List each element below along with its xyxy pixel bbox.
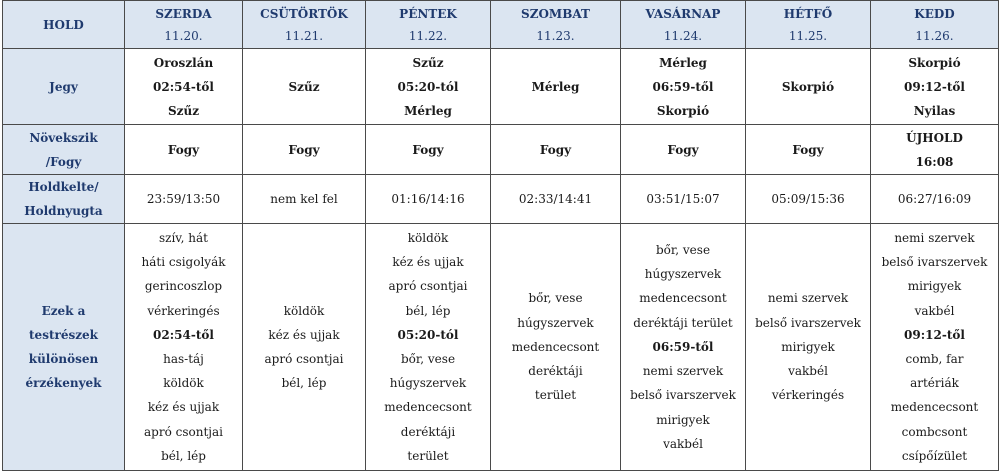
- phase-cell-5: [621, 125, 746, 175]
- zodiac-cell-7: [871, 49, 999, 125]
- header-day-1: [125, 1, 243, 49]
- zodiac-cell-line: 02:54-től: [153, 79, 214, 94]
- moonrise-row: [3, 175, 999, 224]
- row-label-text: testrészek: [29, 328, 98, 342]
- body-parts-cell-line: 02:54-től: [153, 327, 214, 342]
- day-name: PÉNTEK: [399, 6, 457, 21]
- body-parts-cell-line: deréktáji: [400, 424, 456, 439]
- day-name: SZOMBAT: [521, 6, 590, 21]
- body-parts-cell-line: 05:20-tól: [397, 327, 459, 342]
- row-label-text: különösen: [28, 352, 99, 366]
- moonrise-cell-4: 02:33/14:41: [491, 175, 621, 224]
- phase-cell-line: Fogy: [667, 142, 699, 157]
- moonrise-cell-1: 23:59/13:50: [125, 175, 243, 224]
- zodiac-cell-line: Skorpió: [781, 79, 835, 94]
- phase-cell-line: Fogy: [539, 142, 572, 157]
- body-parts-cell-line: szív, hát: [158, 230, 208, 245]
- body-parts-cell-line: medencecsont: [890, 400, 979, 415]
- zodiac-cell-4: [491, 49, 621, 125]
- phase-cell-line: 16:08: [915, 154, 954, 169]
- zodiac-cell-3: [366, 49, 491, 125]
- body-parts-cell-line: bőr, vese: [528, 291, 583, 306]
- moonrise-cell-2: nem kel fel: [243, 175, 366, 224]
- zodiac-cell-line: 09:12-től: [904, 79, 965, 94]
- day-date: 11.24.: [663, 28, 703, 43]
- body-parts-cell-line: bél, lép: [161, 448, 206, 463]
- body-parts-cell-line: medencecsont: [511, 339, 600, 354]
- day-name: KEDD: [914, 6, 955, 21]
- body-parts-cell-line: belső ivarszervek: [630, 388, 736, 403]
- row-label-text: Növekszik: [29, 130, 98, 145]
- body-parts-cell-6: [746, 224, 871, 471]
- body-parts-cell-line: bőr, vese: [400, 352, 456, 366]
- body-parts-cell-line: nemi szervek: [894, 230, 975, 245]
- day-date: 11.22.: [408, 28, 448, 43]
- body-parts-cell-2: [243, 224, 366, 471]
- row-label-text: Ezek a: [41, 304, 86, 318]
- body-parts-cell-line: 06:59-től: [652, 339, 714, 354]
- body-parts-cell-5: [621, 224, 746, 471]
- body-parts-cell-line: húgyszervek: [644, 267, 722, 282]
- row-label-text: Holdkelte/: [28, 180, 99, 194]
- body-parts-cell-line: medencecsont: [384, 400, 472, 415]
- body-parts-cell-line: apró csontjai: [264, 352, 344, 366]
- phase-cell-4: [491, 125, 621, 175]
- body-parts-cell-line: nemi szervek: [767, 291, 849, 306]
- zodiac-cell-line: Skorpió: [656, 103, 710, 118]
- body-parts-cell-line: apró csontjai: [144, 424, 223, 439]
- body-parts-cell-line: háti csigolyák: [141, 255, 226, 270]
- body-parts-cell-line: has-táj: [163, 352, 204, 366]
- moonrise-cell-7: 06:27/16:09: [871, 175, 999, 224]
- zodiac-cell-line: Szűz: [167, 103, 200, 118]
- body-parts-cell-line: comb, far: [905, 352, 964, 366]
- day-date: 11.23.: [536, 28, 575, 43]
- body-parts-cell-line: combcsont: [901, 424, 968, 439]
- body-parts-cell-line: mirigyek: [656, 412, 710, 427]
- day-name: CSÜTÖRTÖK: [260, 6, 348, 21]
- body-parts-cell-line: artériák: [910, 376, 959, 391]
- zodiac-cell-line: 05:20-tól: [397, 79, 459, 94]
- phase-cell-1: [125, 125, 243, 175]
- header-corner: HOLD: [3, 1, 125, 49]
- zodiac-cell-5: [621, 49, 746, 125]
- phase-cell-line: ÚJHOLD: [906, 130, 963, 145]
- body-parts-cell-line: belső ivarszervek: [755, 315, 861, 330]
- moonrise-row-label: [3, 175, 125, 224]
- zodiac-cell-line: Nyilas: [913, 103, 956, 118]
- zodiac-cell-line: Szűz: [412, 55, 444, 70]
- phase-cell-line: Fogy: [792, 142, 824, 157]
- body-parts-cell-line: kéz és ujjak: [392, 255, 464, 270]
- zodiac-row: [3, 49, 999, 125]
- phase-row-label: [3, 125, 125, 175]
- zodiac-cell-line: Mérleg: [659, 55, 707, 70]
- zodiac-cell-line: Skorpió: [908, 55, 961, 70]
- zodiac-cell-line: Mérleg: [531, 79, 580, 94]
- moonrise-cell-6: 05:09/15:36: [746, 175, 871, 224]
- moon-calendar-table: [2, 0, 999, 471]
- body-parts-cell-line: vérkeringés: [147, 303, 220, 318]
- body-parts-cell-line: húgyszervek: [517, 315, 594, 330]
- day-date: 11.26.: [915, 28, 954, 43]
- body-parts-cell-line: csípőízület: [901, 448, 968, 463]
- phase-cell-7: [871, 125, 999, 175]
- body-parts-cell-line: terület: [407, 448, 449, 463]
- header-row: [3, 1, 999, 49]
- body-parts-cell-line: deréktáji terület: [633, 315, 733, 330]
- zodiac-row-label: [3, 49, 125, 125]
- day-date: 11.20.: [164, 28, 203, 43]
- body-parts-cell-line: gerincoszlop: [144, 279, 223, 294]
- body-parts-cell-line: köldök: [407, 230, 449, 245]
- body-parts-cell-line: köldök: [283, 303, 325, 318]
- body-parts-cell-line: vakbél: [914, 303, 955, 318]
- body-parts-cell-line: bél, lép: [405, 303, 451, 318]
- body-parts-cell-7: [871, 224, 999, 471]
- row-label-text: Jegy: [49, 79, 78, 94]
- body-parts-row: [3, 224, 999, 471]
- phase-cell-3: [366, 125, 491, 175]
- row-label-text: érzékenyek: [25, 376, 102, 390]
- body-parts-cell-line: 09:12-től: [904, 327, 965, 342]
- body-parts-cell-4: [491, 224, 621, 471]
- body-parts-cell-line: mirigyek: [907, 279, 962, 294]
- zodiac-cell-line: Szűz: [288, 79, 320, 94]
- body-parts-cell-line: belső ivarszervek: [881, 255, 988, 270]
- body-parts-cell-line: deréktáji: [528, 364, 583, 379]
- zodiac-cell-line: Oroszlán: [153, 55, 214, 70]
- header-day-2: [243, 1, 366, 49]
- zodiac-cell-line: 06:59-től: [652, 79, 714, 94]
- zodiac-cell-1: [125, 49, 243, 125]
- phase-cell-line: Fogy: [167, 142, 200, 157]
- phase-cell-line: Fogy: [288, 142, 320, 157]
- body-parts-cell-line: bél, lép: [281, 376, 327, 391]
- zodiac-cell-line: Mérleg: [404, 103, 452, 118]
- body-parts-cell-line: bőr, vese: [655, 243, 711, 258]
- body-parts-cell-line: mirigyek: [781, 339, 835, 354]
- body-parts-cell-line: terület: [534, 388, 577, 403]
- body-parts-cell-line: nemi szervek: [642, 364, 724, 379]
- body-parts-cell-line: medencecsont: [639, 291, 727, 306]
- day-name: SZERDA: [155, 6, 212, 21]
- row-label-text: /Fogy: [45, 154, 82, 169]
- day-name: VASÁRNAP: [645, 6, 721, 21]
- header-day-5: [621, 1, 746, 49]
- body-parts-cell-line: kéz és ujjak: [147, 400, 220, 415]
- zodiac-cell-2: [243, 49, 366, 125]
- header-day-7: [871, 1, 999, 49]
- body-parts-cell-line: vakbél: [788, 364, 828, 379]
- phase-row: [3, 125, 999, 175]
- body-parts-cell-3: [366, 224, 491, 471]
- day-name: HÉTFŐ: [783, 6, 833, 21]
- phase-cell-line: Fogy: [412, 142, 444, 157]
- day-date: 11.25.: [788, 28, 828, 43]
- phase-cell-6: [746, 125, 871, 175]
- zodiac-cell-6: [746, 49, 871, 125]
- moonrise-cell-5: 03:51/15:07: [621, 175, 746, 224]
- phase-cell-2: [243, 125, 366, 175]
- body-parts-cell-line: apró csontjai: [388, 279, 468, 294]
- body-parts-cell-line: húgyszervek: [389, 376, 467, 391]
- body-parts-cell-1: [125, 224, 243, 471]
- body-parts-row-label: [3, 224, 125, 471]
- body-parts-cell-line: kéz és ujjak: [268, 327, 340, 342]
- row-label-text: Holdnyugta: [24, 204, 103, 218]
- body-parts-cell-line: köldök: [163, 376, 204, 391]
- day-date: 11.21.: [284, 28, 324, 43]
- moonrise-cell-3: 01:16/14:16: [366, 175, 491, 224]
- header-day-3: [366, 1, 491, 49]
- body-parts-cell-line: vakbél: [663, 436, 703, 451]
- header-day-4: [491, 1, 621, 49]
- body-parts-cell-line: vérkeringés: [771, 388, 845, 403]
- header-day-6: [746, 1, 871, 49]
